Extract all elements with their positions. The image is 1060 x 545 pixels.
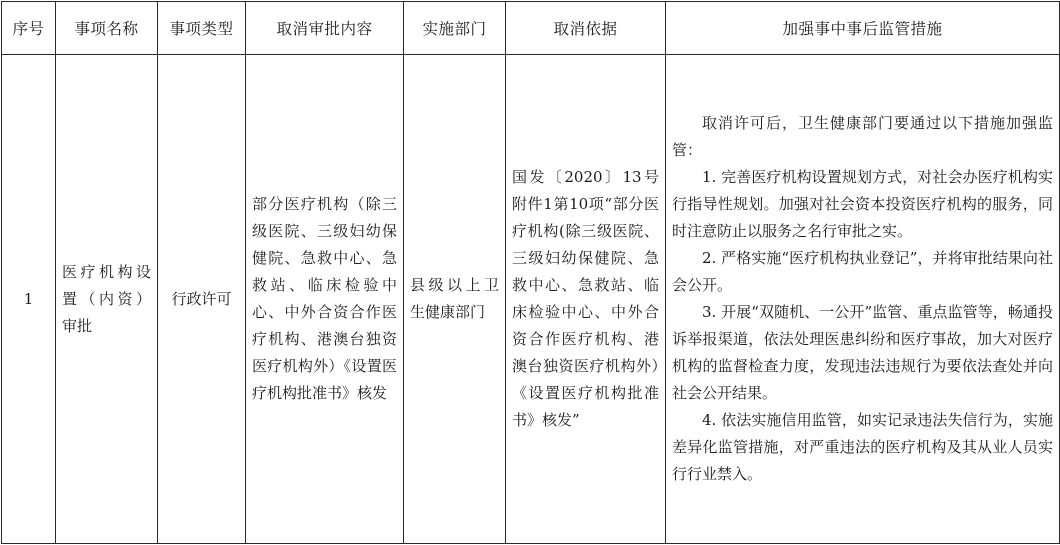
header-department: 实施部门 — [404, 2, 506, 55]
cell-department: 县级以上卫生健康部门 — [404, 55, 506, 544]
header-item-type: 事项类型 — [158, 2, 246, 55]
cell-cancel-content: 部分医疗机构（除三级医院、三级妇幼保健院、急救中心、急救站、临床检验中心、中外合资合作医疗机构、港澳台独资医疗机构外）《设置医疗机构批准书》核发 — [246, 55, 404, 544]
header-item-name: 事项名称 — [56, 2, 158, 55]
header-row — [2, 2, 1060, 55]
cell-item-name: 医疗机构设置（内资）审批 — [56, 55, 158, 544]
header-seq: 序号 — [2, 2, 56, 55]
header-cancel-basis: 取消依据 — [506, 2, 666, 55]
cell-item-type: 行政许可 — [158, 55, 246, 544]
approval-table — [1, 1, 1060, 544]
measure-item: 3. 开展“双随机、一公开”监管、重点监管等，畅通投诉举报渠道，依法处理医患纠纷和医疗事故，加大对医疗机构的监督检查力度，发现违法违规行为要依法查处并向社会公开结果。 — [672, 303, 1053, 402]
measure-item: 4. 依法实施信用监管，如实记录违法失信行为，实施差异化监管措施，对严重违法的医疗机构及其从业人员实行行业禁入。 — [672, 411, 1053, 483]
cell-supervision-measures — [666, 55, 1060, 544]
measure-item: 2. 严格实施“医疗机构执业登记”，并将审批结果向社会公开。 — [672, 249, 1053, 294]
measures-intro: 取消许可后，卫生健康部门要通过以下措施加强监管： — [672, 114, 1053, 159]
header-cancel-content: 取消审批内容 — [246, 2, 404, 55]
table-row — [2, 55, 1060, 544]
cell-cancel-basis: 国发〔2020〕13号附件1第10项“部分医疗机构(除三级医院、三级妇幼保健院、急救中心、急救站、临床检验中心、中外合资合作医疗机构、港澳台独资医疗机构外）《设置医疗机构批准书》核发” — [506, 55, 666, 544]
header-supervision-measures: 加强事中事后监管措施 — [666, 2, 1060, 55]
measure-item: 1. 完善医疗机构设置规划方式，对社会办医疗机构实行指导性规划。加强对社会资本投资医疗机构的服务，同时注意防止以服务之名行审批之实。 — [672, 168, 1053, 240]
cell-seq: 1 — [2, 55, 56, 544]
